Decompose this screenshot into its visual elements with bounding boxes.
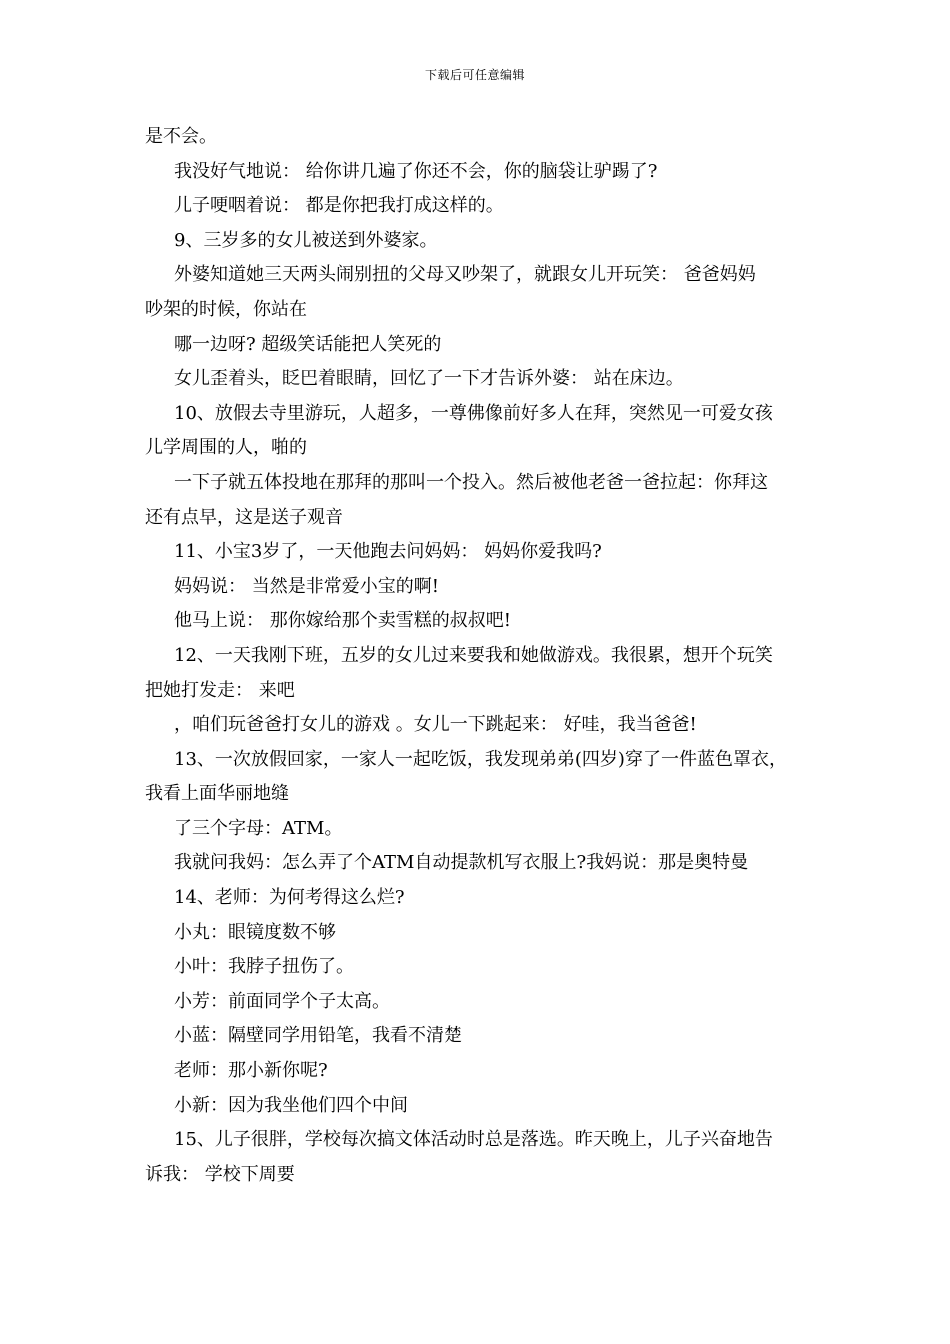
text-line: 12、一天我刚下班，五岁的女儿过来要我和她做游戏。我很累，想开个玩笑	[174, 644, 773, 666]
text-line: 他马上说： 那你嫁给那个卖雪糕的叔叔吧!	[174, 610, 511, 632]
text-line: 15、儿子很胖，学校每次搞文体活动时总是落选。昨天晚上，儿子兴奋地告	[174, 1129, 773, 1151]
page-header: 下载后可任意编辑	[424, 68, 525, 82]
text-line: 妈妈说： 当然是非常爱小宝的啊!	[174, 575, 439, 597]
text-line: 我就问我妈：怎么弄了个ATM自动提款机写衣服上?我妈说：那是奥特曼	[174, 852, 749, 874]
text-line: 女儿歪着头，眨巴着眼睛，回忆了一下才告诉外婆： 站在床边。	[174, 368, 684, 390]
text-line: 小丸：眼镜度数不够	[174, 921, 336, 943]
text-line: 儿学周围的人，啪的	[145, 437, 307, 459]
text-line: 小新：因为我坐他们四个中间	[174, 1094, 408, 1116]
text-line: 一下子就五体投地在那拜的那叫一个投入。然后被他老爸一爸拉起：你拜这	[174, 471, 768, 493]
text-line: 小蓝：隔壁同学用铅笔，我看不清楚	[174, 1025, 462, 1047]
text-line: 还有点早，这是送子观音	[145, 506, 343, 528]
text-line: 诉我： 学校下周要	[145, 1163, 295, 1185]
text-line: 吵架的时候，你站在	[145, 298, 307, 320]
text-line: 我看上面华丽地缝	[145, 783, 289, 805]
text-line: 14、老师：为何考得这么烂?	[174, 887, 405, 909]
text-line: 我没好气地说： 给你讲几遍了你还不会，你的脑袋让驴踢了?	[174, 160, 658, 182]
text-line: 小芳：前面同学个子太高。	[174, 990, 390, 1012]
text-line: 了三个字母：ATM。	[174, 817, 343, 839]
text-line: 10、放假去寺里游玩，人超多，一尊佛像前好多人在拜，突然见一可爱女孩	[174, 402, 773, 424]
text-line: 小叶：我脖子扭伤了。	[174, 956, 354, 978]
text-line: ，咱们玩爸爸打女儿的游戏 。女儿一下跳起来： 好哇，我当爸爸!	[174, 714, 697, 736]
text-line: 外婆知道她三天两头闹别扭的父母又吵架了，就跟女儿开玩笑： 爸爸妈妈	[174, 264, 756, 286]
text-line: 老师：那小新你呢?	[174, 1060, 328, 1082]
text-line: 13、一次放假回家，一家人一起吃饭，我发现弟弟(四岁)穿了一件蓝色罩衣，	[174, 748, 787, 770]
text-line: 是不会。	[145, 126, 217, 147]
text-line: 9、三岁多的女儿被送到外婆家。	[174, 229, 438, 251]
document-body	[145, 120, 825, 1192]
text-line: 哪一边呀? 超级笑话能把人笑死的	[174, 333, 442, 355]
text-line: 儿子哽咽着说： 都是你把我打成这样的。	[174, 195, 504, 217]
text-line: 把她打发走： 来吧	[145, 679, 295, 701]
text-line: 11、小宝3岁了，一天他跑去问妈妈： 妈妈你爱我吗?	[174, 541, 602, 563]
